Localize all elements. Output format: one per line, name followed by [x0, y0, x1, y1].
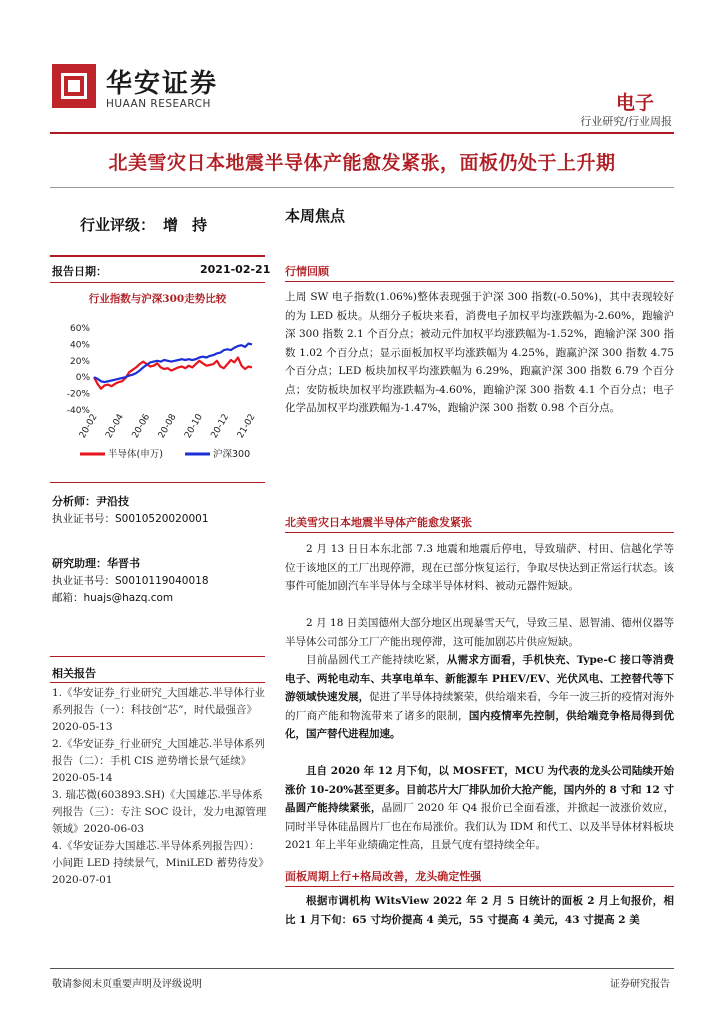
company-logo: [52, 64, 96, 108]
page-title: 北美雪灾日本地震半导体产能愈发紧张，面板仍处于上升期: [108, 152, 616, 174]
analyst-label: 分析师：: [52, 495, 96, 508]
related-reports-list: [52, 685, 267, 889]
x-tick-label: 20-10: [183, 412, 205, 441]
focus-title: 本周焦点: [285, 207, 346, 225]
section-heading-panel: 面板周期上行+格局改善，龙头确定性强: [285, 870, 482, 883]
legend-label: 沪深300: [213, 449, 251, 460]
semiconductor-paragraph-4: [285, 762, 674, 855]
header-rule: [50, 132, 674, 134]
y-tick-label: -40%: [66, 406, 90, 416]
x-tick-label: 20-08: [156, 412, 179, 441]
y-tick-label: 20%: [69, 356, 90, 367]
email-link[interactable]: huajs@hazq.com: [83, 592, 174, 604]
report-date-label: 报告日期：: [52, 265, 107, 278]
chart-title: 行业指数与沪深300走势比较: [88, 293, 227, 305]
x-tick-label: 20-06: [130, 412, 153, 441]
section-rule: [285, 281, 674, 282]
semiconductor-paragraph-2: 2 月 18 日美国德州大部分地区出现暴雪天气，导致三星、恩智浦、德州仪器等半导体公司部分工厂产能出现停滞，这可能加剧芯片供应短缺。: [285, 617, 674, 648]
divider: [50, 482, 265, 483]
divider: [50, 656, 265, 657]
related-reports-title: 相关报告: [52, 667, 96, 680]
analyst-cert: S0010520020001: [115, 513, 209, 525]
para-text: 晶圆厂 2020 年 Q4 报价已全面看涨，并掀起一波涨价效应，同时半导体硅晶圆片厂也在布局涨价。我们认为 IDM 和代工、以及半导体材料板块 2021 年上半年业绩确定性高，且景气度有望持续全年。: [285, 802, 674, 851]
assistant-block: [52, 555, 209, 607]
section-heading-market-review: 行情回顾: [285, 265, 329, 278]
market-review-paragraph: 上周 SW 电子指数(1.06%)整体表现强于沪深 300 指数(-0.50%)，其中表现较好的为 LED 板块。从细分子板块来看，消费电子加权平均涨跌幅为-2.60%，跑输沪深 300 指数 2.1 个百分点；被动元件加权平均涨跌幅为-1.52%，跑输沪深 300 指数 1.02 个百分点；显示面板加权平均涨跌幅为 4.25%，跑赢沪深 300 指数 4.75 个百分点；LED 板块加权平均涨跌幅为 6.29%，跑赢沪深 300 指数 6.79 个百分点；安防板块加权平均涨跌幅为-4.60%，跑输沪深 300 指数 4.1 个百分点；电子化学品加权平均涨跌幅为-1.47%，跑输沪深 300 指数 0.98 个百分点。: [285, 291, 674, 414]
para-text: 促进了半导体持续繁荣，供给端来看，今年一波三折的疫情对海外的厂商产能和物流带来了诸多的限制，: [285, 691, 675, 722]
title-rule: [50, 187, 674, 188]
assistant-cert: S0010119040018: [115, 575, 209, 587]
y-tick-label: -20%: [66, 389, 90, 400]
sector-label: 电子: [615, 92, 654, 114]
y-tick-label: 0%: [75, 373, 90, 384]
x-tick-label: 20-04: [104, 412, 126, 441]
y-tick-label: 60%: [69, 324, 90, 334]
para-bold-text: 且自 2020 年 12 月下旬，以 MOSFET，MCU 为代表的龙头公司陆续开始涨价 10-20%甚至更多。目前芯片大厂排队加价大抢产能，国内外的 8 寸和 12 寸晶圆产能持续紧张，: [285, 765, 674, 814]
assistant-cert-label: 执业证书号：: [52, 575, 115, 587]
divider: [50, 255, 265, 257]
x-tick-label: 21-02: [235, 412, 258, 441]
report-date-value: 2021-02-21: [200, 263, 271, 276]
assistant-name: 华晋书: [107, 557, 140, 570]
assistant-label: 研究助理：: [52, 557, 107, 570]
y-tick-label: 40%: [69, 340, 90, 351]
divider: [50, 282, 265, 283]
footer-disclaimer[interactable]: 敬请参阅末页重要声明及评级说明: [52, 979, 202, 990]
x-tick-label: 20-12: [209, 412, 232, 441]
analyst-name: 尹沿技: [96, 495, 129, 508]
related-report-item[interactable]: 4.《华安证券大国雄芯.半导体系列报告四）：小间距 LED 持续景气，MiniLED 蓄势待发》2020-07-01: [52, 840, 264, 886]
semiconductor-paragraph-1: 2 月 13 日日本东北部 7.3 地震和地震后停电，导致瑞萨、村田、信越化学等位于该地区的工厂出现停滞，现在已部分恢复运行，争取尽快达到正常运行状态。该事件可能加剧汽车半导体与全球半导体材料、被动元器件短缺。: [285, 543, 674, 592]
rating-value: 增持: [163, 216, 222, 234]
para-bold-text: 从需求方面看，手机快充、Type-C 接口等消费电子、两轮电动车、共享电单车、新能源车 PHEV/EV、光伏风电、工控替代等下游领域快速发展，: [285, 654, 674, 703]
email-label: 邮箱：: [52, 592, 84, 604]
industry-rating: [80, 214, 221, 235]
rating-label: 行业评级：: [80, 216, 156, 234]
related-report-item[interactable]: 3. 瑞芯微(603893.SH)《大国雄芯.半导体系列报告（三）：专注 SOC 设计，发力电源管理领域》2020-06-03: [52, 789, 267, 835]
report-type: 行业研究/行业周报: [580, 115, 672, 128]
para-bold-text: 国内疫情率先控制，供给端竞争格局得到优化，国产替代进程加速。: [285, 709, 675, 740]
footer-report-label: 证券研究报告: [610, 979, 670, 990]
analyst-block: [52, 493, 209, 528]
company-name-en: HUAAN RESEARCH: [106, 98, 211, 110]
divider: [50, 682, 265, 683]
panel-paragraph: 根据市调机构 WitsView 2022 年 2 月 5 日统计的面板 2 月上旬报价，相比 1 月下旬：65 寸均价提高 4 美元，55 寸提高 4 美元，43 寸提高 2 美: [285, 895, 674, 926]
section-rule: [285, 532, 674, 533]
analyst-cert-label: 执业证书号：: [52, 513, 115, 525]
semiconductor-paragraph-3: [285, 651, 674, 744]
related-report-item[interactable]: 1.《华安证券_行业研究_大国雄芯.半导体行业系列报告（一）：科技创“芯”，时代最强音》2020-05-13: [52, 687, 265, 733]
section-rule: [285, 886, 674, 887]
para-text: 目前晶圆代工产能持续吃紧，: [306, 654, 447, 666]
company-name-cn: 华安证券: [106, 69, 219, 99]
x-tick-label: 20-02: [77, 412, 100, 441]
index-comparison-chart: [50, 308, 265, 478]
section-heading-semiconductor: 北美雪灾日本地震半导体产能愈发紧张: [285, 516, 472, 529]
related-report-item[interactable]: 2.《华安证券_行业研究_大国雄芯.半导体系列报告（二）：手机 CIS 逆势增长景气延续》2020-05-14: [52, 738, 265, 784]
legend-label: 半导体(申万): [108, 449, 163, 460]
footer-rule: [50, 968, 674, 969]
